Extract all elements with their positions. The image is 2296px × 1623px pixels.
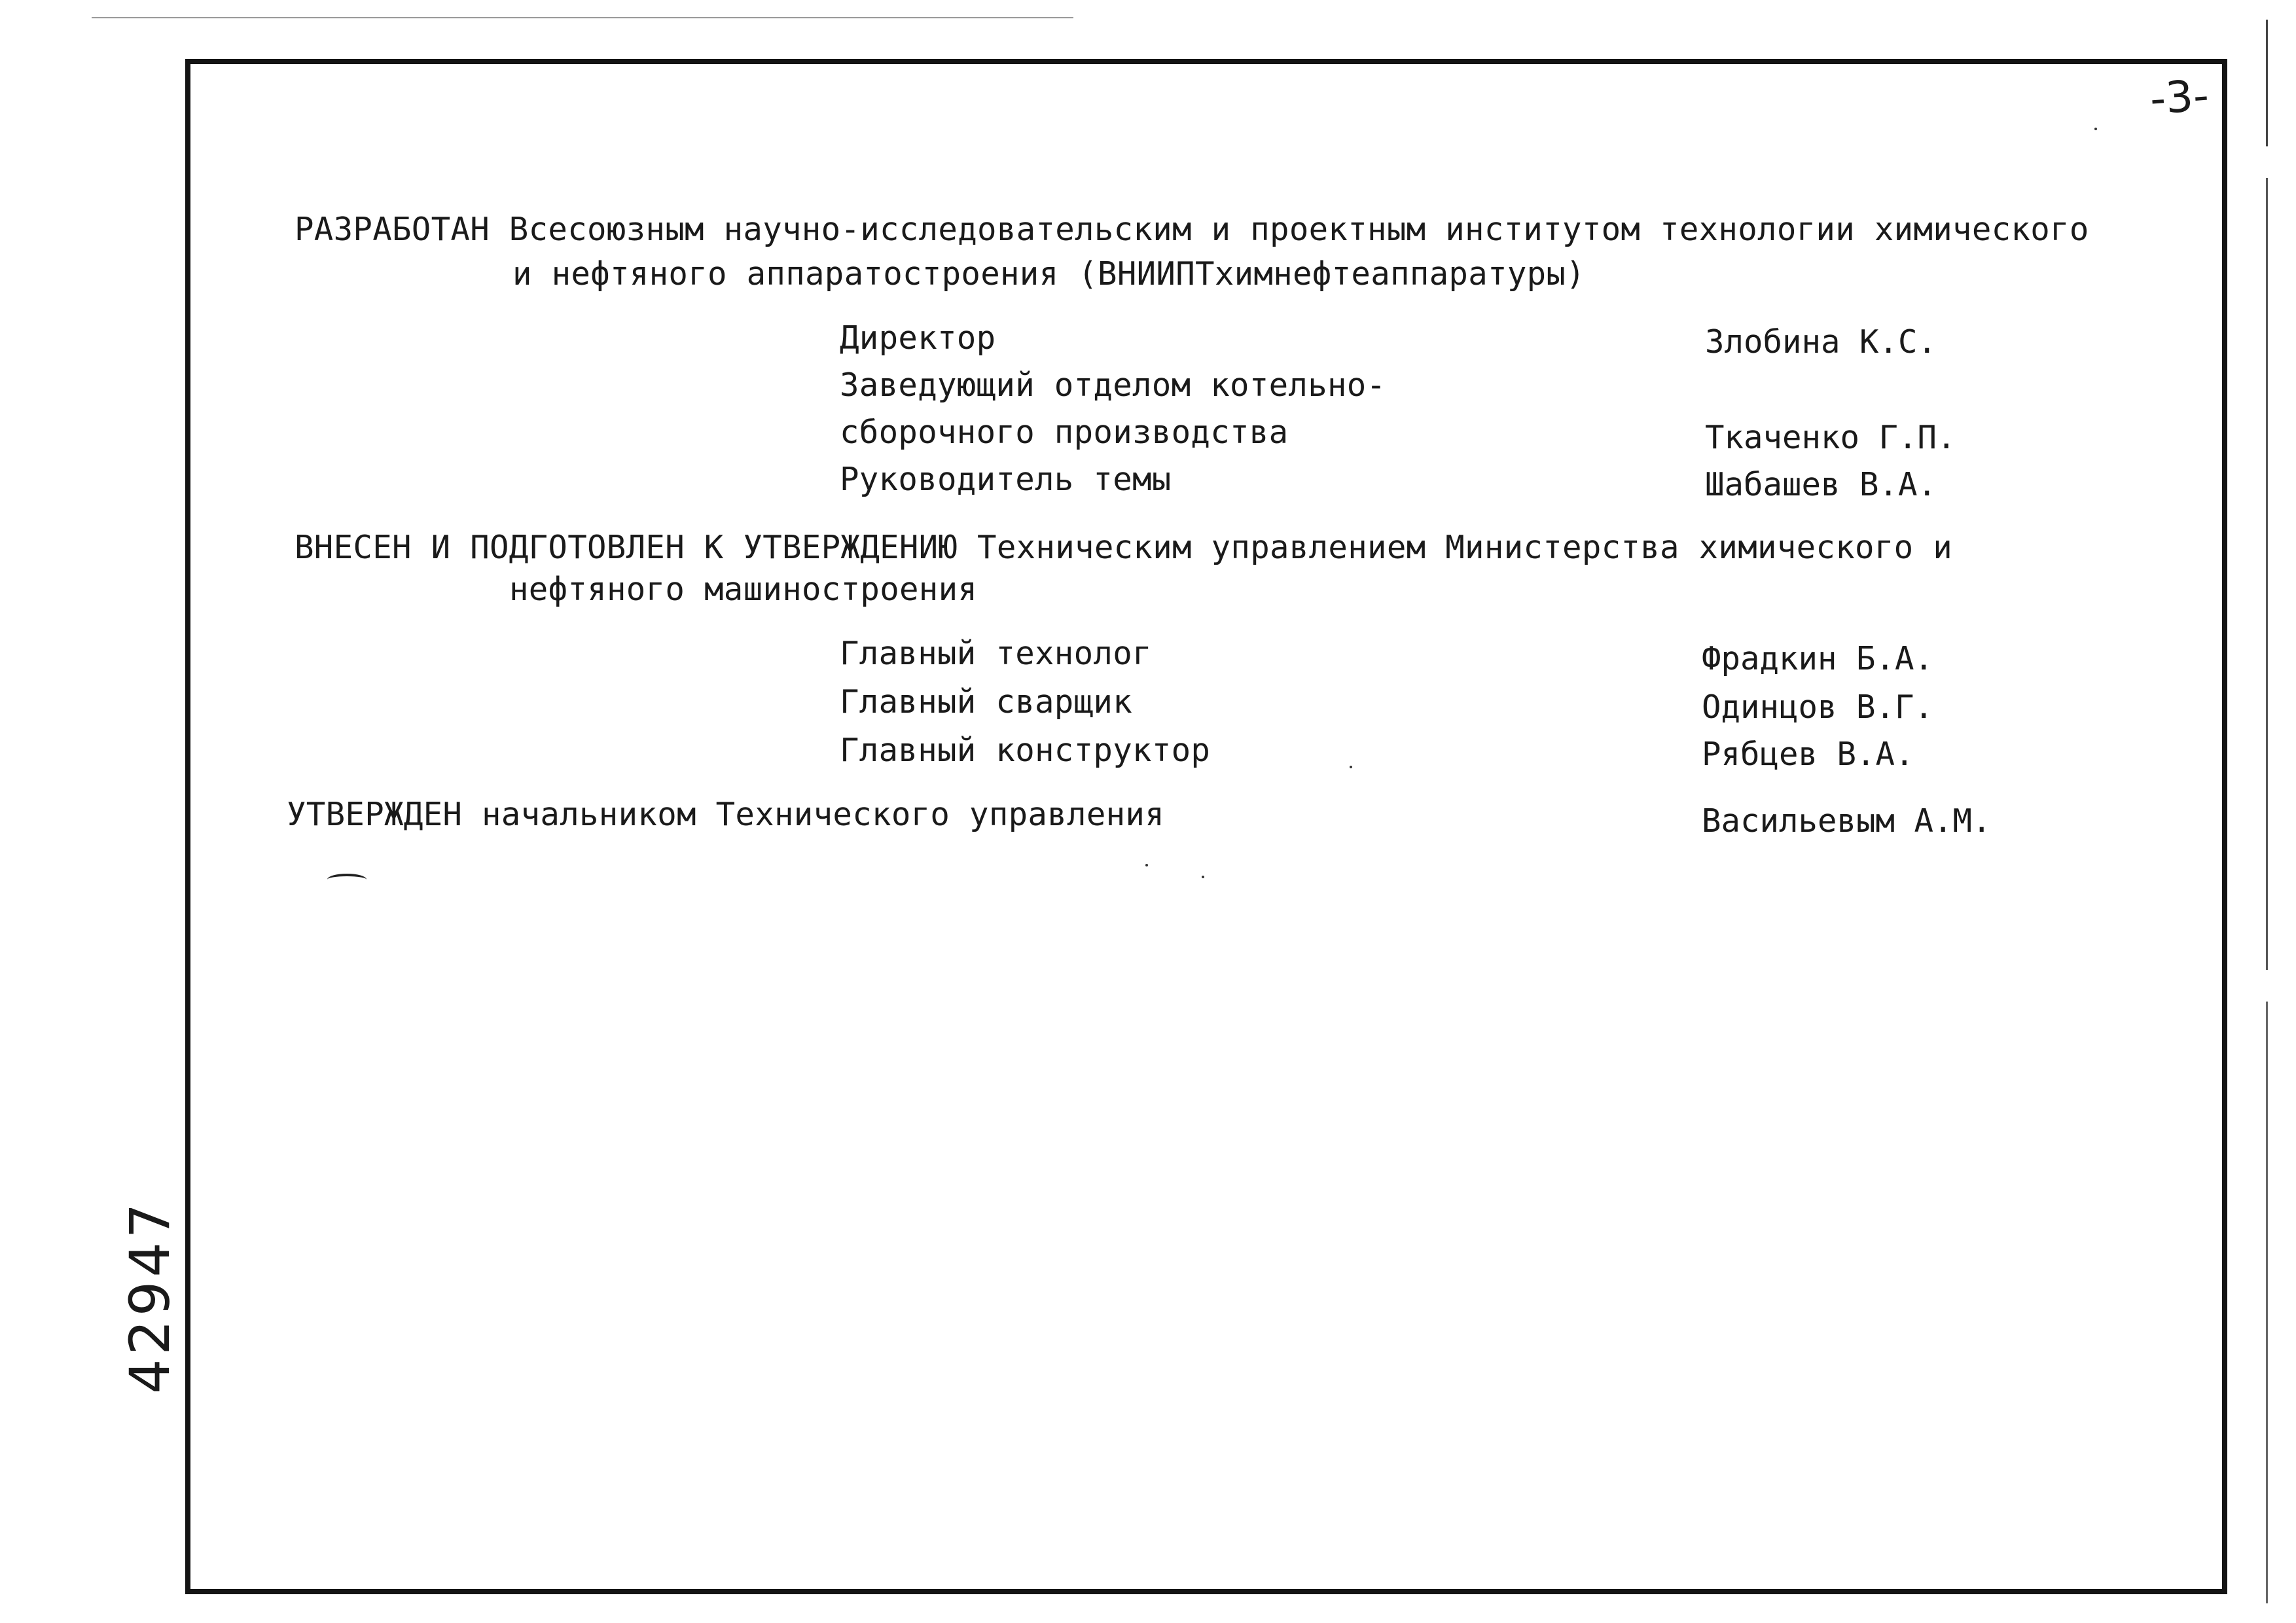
- scan-dot: [2094, 128, 2097, 130]
- page-number: -3-: [2148, 69, 2211, 125]
- developed-name-director: Злобина К.С.: [1705, 323, 1937, 361]
- introduced-role-designer: Главный конструктор: [840, 732, 1211, 769]
- archive-number: 42947: [118, 1199, 182, 1394]
- introduced-line-2: нефтяного машиностроения: [509, 571, 978, 608]
- approved-line: УТВЕРЖДЕН начальником Технического управления: [287, 796, 1165, 833]
- developed-role-head-dept-cont: сборочного производства: [840, 414, 1289, 451]
- introduced-role-technologist: Главный технолог: [840, 635, 1152, 672]
- scan-mark: [327, 874, 367, 885]
- introduced-name-technologist: Фрадкин Б.А.: [1702, 640, 1934, 677]
- introduced-name-welder: Одинцов В.Г.: [1702, 688, 1934, 726]
- approved-name: Васильевым А.М.: [1702, 802, 1992, 840]
- introduced-name-designer: Рябцев В.А.: [1702, 736, 1914, 773]
- scan-edge-right: [2266, 20, 2268, 1603]
- developed-role-director: Директор: [840, 319, 996, 357]
- developed-role-head-dept: Заведующий отделом котельно-: [840, 366, 1386, 404]
- developed-name-topic-lead: Шабашев В.А.: [1705, 466, 1937, 503]
- developed-role-topic-lead: Руководитель темы: [840, 461, 1172, 498]
- scan-dot: [1202, 876, 1204, 878]
- scan-edge-top: [92, 17, 1073, 18]
- introduced-role-welder: Главный сварщик: [840, 683, 1133, 721]
- developed-name-head-dept: Ткаченко Г.П.: [1705, 419, 1956, 456]
- introduced-line-1: ВНЕСЕН И ПОДГОТОВЛЕН К УТВЕРЖДЕНИЮ Техническим управлением Министерства химического и: [295, 529, 1953, 566]
- scan-dot: [1350, 766, 1352, 768]
- developed-line-1: РАЗРАБОТАН Всесоюзным научно-исследовательским и проектным институтом технологии химического: [295, 211, 2089, 248]
- scan-dot: [1145, 864, 1148, 866]
- developed-line-2: и нефтяного аппаратостроения (ВНИИПТхимнефтеаппаратуры): [512, 255, 1586, 293]
